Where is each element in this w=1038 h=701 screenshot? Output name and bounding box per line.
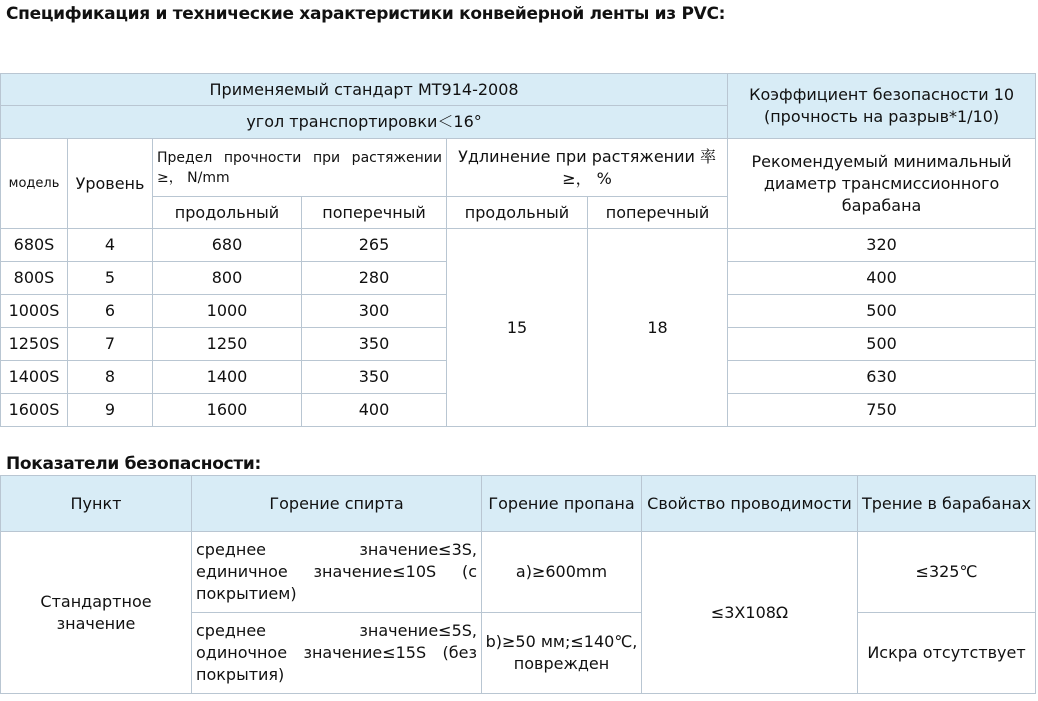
cell-diameter: 400 bbox=[728, 262, 1036, 295]
alcohol-value-2: среднее значение≤5S, одиночное значение≤15S (без покрытия) bbox=[192, 613, 482, 694]
header-friction: Трение в барабанах bbox=[858, 476, 1036, 532]
cell-strength-long: 800 bbox=[153, 262, 302, 295]
cell-diameter: 500 bbox=[728, 328, 1036, 361]
cell-strength-long: 1000 bbox=[153, 295, 302, 328]
cell-strength-long: 680 bbox=[153, 229, 302, 262]
spec-table bbox=[0, 73, 1036, 427]
standard-value-cell: Стандартное значение bbox=[1, 532, 192, 694]
cell-strength-long: 1250 bbox=[153, 328, 302, 361]
cell-model: 1400S bbox=[1, 361, 68, 394]
propane-value-1: a)≥600mm bbox=[482, 532, 642, 613]
header-alcohol: Горение спирта bbox=[192, 476, 482, 532]
table-row bbox=[1, 229, 1036, 262]
header-strength-transverse: поперечный bbox=[302, 197, 447, 229]
cell-strength-trans: 350 bbox=[302, 361, 447, 394]
page-title: Спецификация и технические характеристики конвейерной ленты из PVC: bbox=[6, 4, 726, 24]
cell-level: 5 bbox=[68, 262, 153, 295]
header-item: Пункт bbox=[1, 476, 192, 532]
header-strength: Предел прочности при растяжении ≥， N/mm bbox=[153, 139, 447, 197]
cell-model: 1250S bbox=[1, 328, 68, 361]
cell-elongation-trans: 18 bbox=[588, 229, 728, 427]
cell-strength-trans: 350 bbox=[302, 328, 447, 361]
cell-diameter: 750 bbox=[728, 394, 1036, 427]
alcohol-value-1: среднее значение≤3S, единичное значение≤10S (с покрытием) bbox=[192, 532, 482, 613]
header-elongation: Удлинение при растяжении 率≥， % bbox=[447, 139, 728, 197]
conductivity-value: ≤3X108Ω bbox=[642, 532, 858, 694]
header-diameter: Рекомендуемый минимальный диаметр трансмиссионного барабана bbox=[728, 139, 1036, 229]
header-conductivity: Свойство проводимости bbox=[642, 476, 858, 532]
cell-level: 6 bbox=[68, 295, 153, 328]
header-strength-longitudinal: продольный bbox=[153, 197, 302, 229]
cell-strength-long: 1600 bbox=[153, 394, 302, 427]
cell-diameter: 630 bbox=[728, 361, 1036, 394]
cell-model: 1000S bbox=[1, 295, 68, 328]
safety-table bbox=[0, 475, 1036, 694]
cell-level: 9 bbox=[68, 394, 153, 427]
cell-diameter: 500 bbox=[728, 295, 1036, 328]
friction-value-2: Искра отсутствует bbox=[858, 613, 1036, 694]
cell-strength-long: 1400 bbox=[153, 361, 302, 394]
safety-section-title: Показатели безопасности: bbox=[6, 454, 262, 474]
cell-strength-trans: 300 bbox=[302, 295, 447, 328]
cell-strength-trans: 280 bbox=[302, 262, 447, 295]
friction-value-1: ≤325℃ bbox=[858, 532, 1036, 613]
cell-strength-trans: 265 bbox=[302, 229, 447, 262]
header-level: Уровень bbox=[68, 139, 153, 229]
header-elongation-transverse: поперечный bbox=[588, 197, 728, 229]
cell-strength-trans: 400 bbox=[302, 394, 447, 427]
propane-value-2: b)≥50 мм;≤140℃, поврежден bbox=[482, 613, 642, 694]
cell-model: 680S bbox=[1, 229, 68, 262]
cell-level: 8 bbox=[68, 361, 153, 394]
cell-model: 1600S bbox=[1, 394, 68, 427]
cell-elongation-long: 15 bbox=[447, 229, 588, 427]
cell-model: 800S bbox=[1, 262, 68, 295]
angle-cell: угол транспортировки＜16° bbox=[1, 106, 728, 139]
header-propane: Горение пропана bbox=[482, 476, 642, 532]
header-elongation-longitudinal: продольный bbox=[447, 197, 588, 229]
cell-diameter: 320 bbox=[728, 229, 1036, 262]
header-model: модель bbox=[1, 139, 68, 229]
cell-level: 7 bbox=[68, 328, 153, 361]
cell-level: 4 bbox=[68, 229, 153, 262]
standard-cell: Применяемый стандарт MT914-2008 bbox=[1, 74, 728, 106]
safety-factor-cell: Коэффициент безопасности 10 (прочность на разрыв*1/10) bbox=[728, 74, 1036, 139]
